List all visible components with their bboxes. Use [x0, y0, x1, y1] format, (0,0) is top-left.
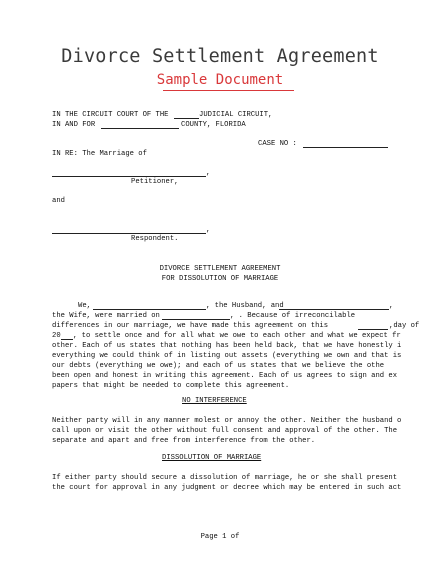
- no-interference-heading: NO INTERFERENCE: [182, 397, 247, 405]
- intro-we: We,: [78, 302, 91, 310]
- intro-line: everything we could think of in listing out assets (everything we own and that is: [52, 352, 402, 360]
- wife-name-blank: [279, 309, 389, 310]
- subtitle-underline: [163, 90, 294, 91]
- agreement-heading-line-2: FOR DISSOLUTION OF MARRIAGE: [161, 275, 279, 283]
- respondent-label: Respondent.: [131, 235, 179, 243]
- petitioner-label: Petitioner,: [131, 178, 179, 186]
- dissolution-line: If either party should secure a dissolution of marriage, he or she shall present: [52, 474, 398, 482]
- page-number: Page 1 of: [200, 533, 240, 541]
- intro-day-of: ,day of: [389, 322, 420, 330]
- case-number-blank: [303, 147, 388, 148]
- husband-name-blank: [93, 309, 206, 310]
- county-blank: [101, 128, 179, 129]
- court-line-1-prefix: IN THE CIRCUIT COURT OF THE: [52, 111, 169, 119]
- court-line-2-suffix: COUNTY, FLORIDA: [181, 121, 246, 129]
- no-interference-line: separate and apart and free from interference from the other.: [52, 437, 316, 445]
- case-number-label: CASE NO :: [258, 140, 297, 148]
- intro-settle: , to settle once and for all what we owe to each other and what we expect fr: [73, 332, 401, 340]
- intro-line: our debts (everything we owe); and each of us states that we believe the othe: [52, 362, 385, 370]
- document-subtitle: Sample Document: [156, 72, 284, 88]
- agreement-day-blank: [358, 329, 388, 330]
- intro-wife-married-on: the Wife, were married on: [52, 312, 160, 320]
- in-re-label: IN RE: The Marriage of: [52, 150, 147, 158]
- court-line-1-suffix: JUDICIAL CIRCUIT,: [199, 111, 273, 119]
- agreement-year-blank: [61, 339, 73, 340]
- petitioner-name-blank: [52, 176, 206, 177]
- intro-because: , . Because of irreconcilable: [230, 312, 356, 320]
- intro-line: other. Each of us states that nothing has been held back, that we have honestly i: [52, 342, 402, 350]
- intro-differences: differences in our marriage, we have made this agreement on this: [52, 322, 329, 330]
- respondent-name-blank: [52, 233, 206, 234]
- court-line-2-prefix: IN AND FOR: [52, 121, 96, 129]
- agreement-heading-line-1: DIVORCE SETTLEMENT AGREEMENT: [159, 265, 281, 273]
- dissolution-line: the court for approval in any judgment or decree which may be entered in such act: [52, 484, 402, 492]
- and-label: and: [52, 197, 65, 205]
- circuit-blank: [174, 118, 199, 119]
- intro-year-prefix: 20: [52, 332, 61, 340]
- dissolution-heading: DISSOLUTION OF MARRIAGE: [162, 454, 262, 462]
- no-interference-line: Neither party will in any manner molest or annoy the other. Neither the husband o: [52, 417, 402, 425]
- intro-wife-comma: ,: [389, 302, 394, 310]
- intro-line: papers that might be needed to complete this agreement.: [52, 382, 290, 390]
- document-title: Divorce Settlement Agreement: [61, 46, 379, 67]
- no-interference-line: call upon or visit the other without full consent and approval of the other. The: [52, 427, 398, 435]
- petitioner-comma: ,: [206, 169, 211, 177]
- respondent-comma: ,: [206, 226, 211, 234]
- intro-line: been open and honest in writing this agreement. Each of us agrees to sign and ex: [52, 372, 398, 380]
- marriage-date-blank: [162, 319, 230, 320]
- intro-husband-and: , the Husband, and: [206, 302, 284, 310]
